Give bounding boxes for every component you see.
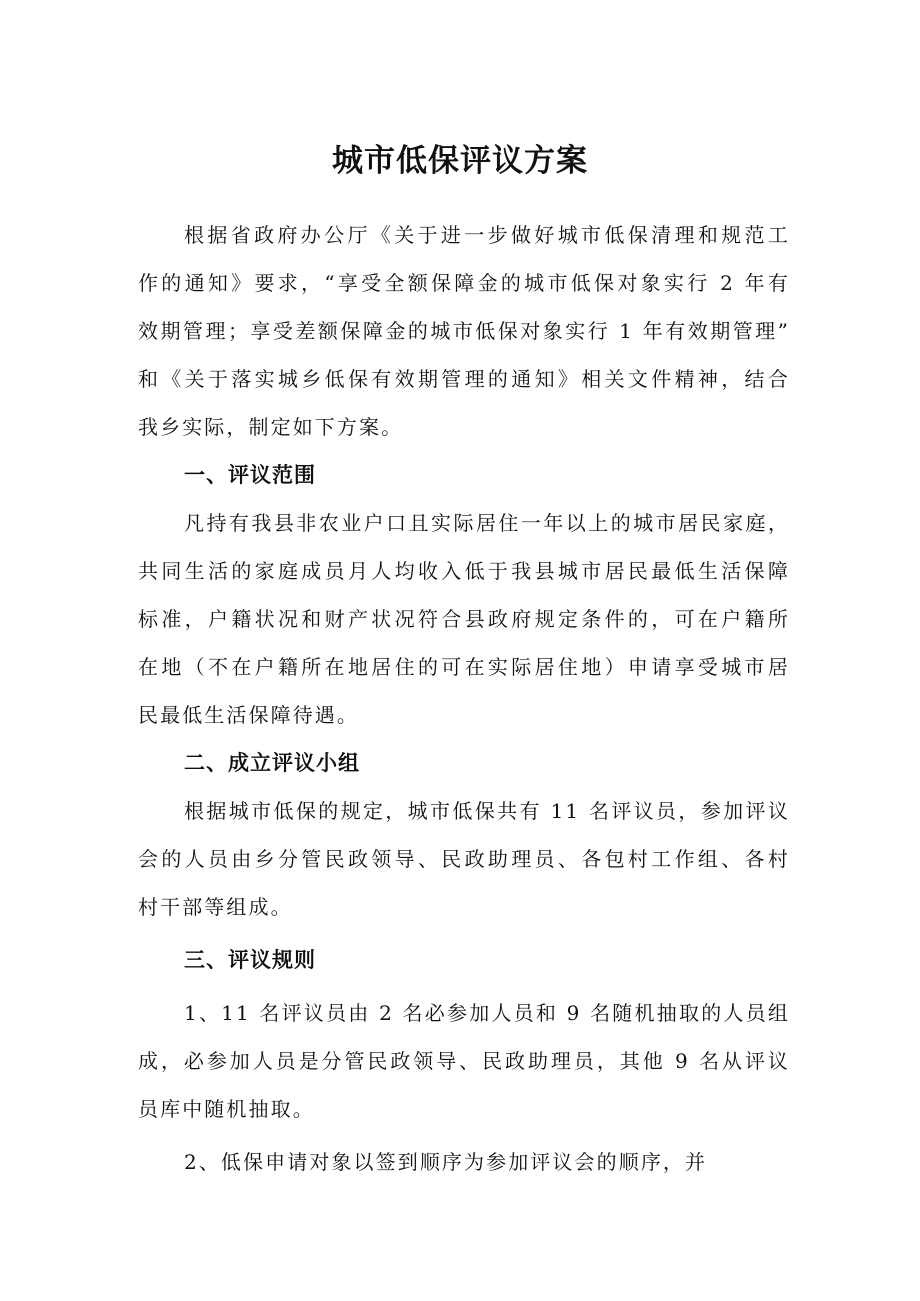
page-title: 城市低保评议方案	[332, 143, 588, 179]
paragraph-line: 会的人员由乡分管民政领导、民政助理员、各包村工作组、各村	[138, 847, 790, 871]
section-heading-panel: 二、成立评议小组	[184, 751, 360, 775]
paragraph-line: 在地（不在户籍所在地居住的可在实际居住地）申请享受城市居	[138, 655, 790, 679]
section-heading-rules: 三、评议规则	[184, 948, 316, 972]
paragraph-line: 作的通知》要求，“享受全额保障金的城市低保对象实行 2 年有	[138, 271, 790, 295]
paragraph-line: 根据城市低保的规定，城市低保共有 11 名评议员，参加评议	[184, 799, 790, 823]
rule-2-paragraph	[138, 1138, 790, 1186]
paragraph-line: 共同生活的家庭成员月人均收入低于我县城市居民最低生活保障	[138, 559, 790, 583]
paragraph-line: 2、低保申请对象以签到顺序为参加评议会的顺序，并	[184, 1150, 708, 1174]
paragraph-line: 我乡实际，制定如下方案。	[138, 415, 404, 439]
panel-paragraph	[138, 787, 790, 931]
paragraph-line: 民最低生活保障待遇。	[138, 703, 359, 727]
paragraph-line: 凡持有我县非农业户口且实际居住一年以上的城市居民家庭，	[184, 511, 790, 535]
paragraph-line: 村干部等组成。	[138, 895, 293, 919]
scope-paragraph	[138, 499, 790, 739]
paragraph-line: 标准，户籍状况和财产状况符合县政府规定条件的，可在户籍所	[138, 607, 790, 631]
paragraph-line: 成，必参加人员是分管民政领导、民政助理员，其他 9 名从评议	[138, 1049, 790, 1073]
paragraph-line: 根据省政府办公厅《关于进一步做好城市低保清理和规范工	[184, 223, 790, 247]
paragraph-line: 和《关于落实城乡低保有效期管理的通知》相关文件精神，结合	[138, 367, 790, 391]
paragraph-line: 效期管理；享受差额保障金的城市低保对象实行 1 年有效期管理”	[138, 319, 790, 343]
paragraph-line: 员库中随机抽取。	[138, 1097, 315, 1121]
intro-paragraph	[138, 211, 790, 451]
rule-1-paragraph	[138, 989, 790, 1133]
paragraph-line: 1、11 名评议员由 2 名必参加人员和 9 名随机抽取的人员组	[184, 1001, 790, 1025]
document-body	[138, 211, 790, 1186]
section-heading-scope: 一、评议范围	[184, 463, 316, 487]
